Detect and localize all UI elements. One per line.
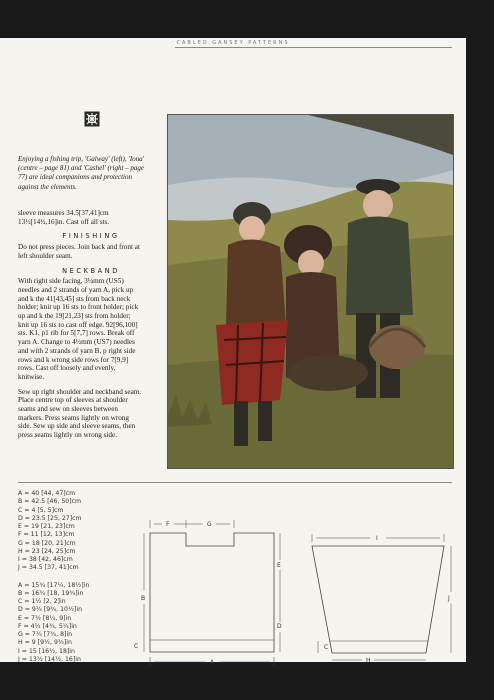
measure-in: H = 9 [9½, 9¾]in xyxy=(18,639,72,647)
photo-caption xyxy=(18,155,158,192)
measure-cm: F = 11 [12, 13]cm xyxy=(18,531,75,539)
measure-in: A = 15¾ [17¼, 18½]in xyxy=(18,581,90,589)
measurements-list xyxy=(18,490,138,664)
making-up-text: Sew up right shoulder and neckband seam. Place centre top of sleeves at shoulder seams and sew on sleeves between markers. Press seams lightly on wrong side. Sew up side and sleeve seams, then press seams lightly on wrong side. xyxy=(18,387,142,440)
header-rule xyxy=(175,47,452,48)
measure-in: G = 7¼ [7¾, 8]in xyxy=(18,631,73,638)
measure-cm: H = 23 [24, 25]cm xyxy=(18,547,76,555)
celtic-knot-icon xyxy=(84,111,100,127)
label-a: A xyxy=(210,659,215,666)
neckband-text: With right side facing, 3¼mm (US5) needles and 2 strands of yarn A, pick up and k the 41[43,45] sts from back neck holder; knit up 16 sts to front holder; pick up and k the 19[21,23] sts from holder; knit up 16 sts to cast off edge. 92[96,100] sts. K1, p1 rib for 5[7,7] rows. Break off yarn A. Change to 4½mm (US7) needles and with 2 strands of yarn B, p right side rows and k wrong side rows for 7[9,9] rows. Cast off loosely and evenly, knitwise. xyxy=(18,277,139,381)
measure-in: F = 4¼ [4¾, 5¼]in xyxy=(18,622,77,630)
neckband-heading: NECKBAND xyxy=(62,266,120,275)
label-g: G xyxy=(207,521,212,528)
instructions-column xyxy=(18,209,164,446)
children-fishing-photo xyxy=(167,114,454,469)
caption-line: against the elements. xyxy=(18,182,77,191)
label-j: J xyxy=(448,595,450,602)
section-rule xyxy=(18,482,452,483)
measure-cm: E = 19 [21, 23]cm xyxy=(18,523,75,530)
finishing-text: Do not press pieces. Join back and front at left shoulder seam. xyxy=(18,243,140,260)
measure-cm: B = 42.5 [46, 50]cm xyxy=(18,498,82,506)
caption-line: (centre – page 81) and 'Cashel' (right – page xyxy=(18,164,144,173)
measure-cm: J = 34.5 [37, 41]cm xyxy=(18,564,79,572)
label-e: E xyxy=(277,562,281,569)
body-outline xyxy=(150,533,274,652)
label-c-sleeve: C xyxy=(324,644,329,651)
measure-cm: D = 23.5 [25, 27]cm xyxy=(18,514,82,522)
measure-in: J = 13½ [14½, 16]in xyxy=(18,655,81,663)
measure-in: D = 9¼ [9¾, 10½]in xyxy=(18,606,82,614)
sleeve-outline xyxy=(312,546,444,653)
label-i: I xyxy=(376,535,378,542)
label-c: C xyxy=(134,643,139,650)
measure-in: I = 15 [16½, 18]in xyxy=(18,647,75,655)
measure-cm: G = 18 [20, 21]cm xyxy=(18,539,76,547)
schematic-diagram xyxy=(130,518,460,668)
caption-line: Enjoying a fishing trip, 'Galway' (left), 'Iona' xyxy=(18,155,145,163)
finishing-heading: FINISHING xyxy=(62,232,120,241)
measure-in: B = 16¾ [18, 19¾]in xyxy=(18,589,84,597)
measure-cm: I = 38 [42, 46]cm xyxy=(18,556,73,563)
measure-cm: A = 40 [44, 47]cm xyxy=(18,490,76,497)
measure-in: E = 7½ [8¼, 9]in xyxy=(18,614,72,622)
pattern-page xyxy=(0,38,466,666)
label-b: B xyxy=(141,595,146,602)
caption-line: 77) are ideal companions and protection xyxy=(18,173,132,182)
sleeve-text: sleeve measures 34.5[37,41]cm 13½[14½,16]in. Cast off all sts. xyxy=(18,209,110,226)
label-h: H xyxy=(366,657,371,664)
label-d: D xyxy=(277,623,282,630)
measure-in: C = 1½ [2, 2]in xyxy=(18,598,66,605)
measure-cm: C = 4 [5, 5]cm xyxy=(18,506,64,514)
label-f: F xyxy=(166,521,170,528)
running-head: CABLED GANSEY PATTERNS xyxy=(176,40,290,46)
